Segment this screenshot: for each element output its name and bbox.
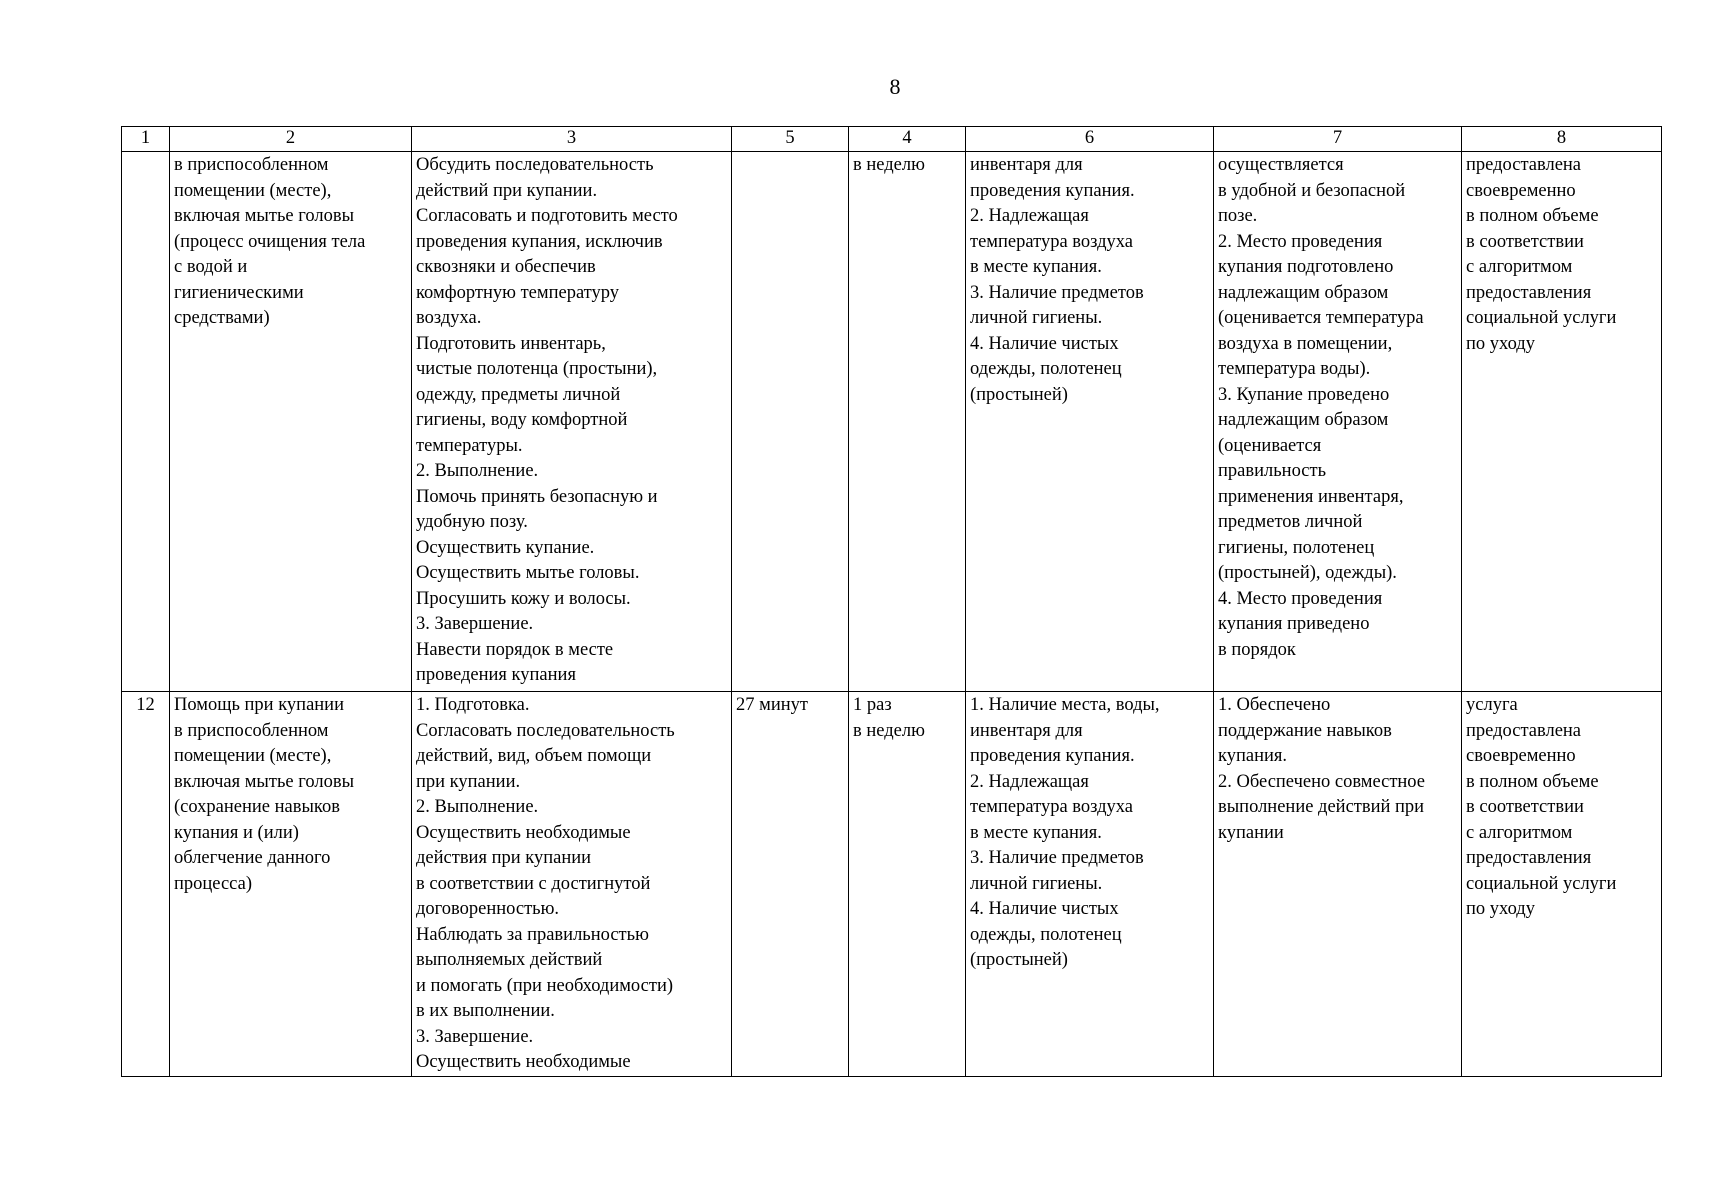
cell-line: применения инвентаря, bbox=[1218, 486, 1404, 507]
time-cell bbox=[732, 152, 849, 692]
cell-line: проведения купания bbox=[416, 665, 576, 685]
cell-line: позе. bbox=[1218, 206, 1258, 226]
cell-line: купания приведено bbox=[1218, 614, 1370, 634]
cell-line: помещении (месте), bbox=[174, 180, 332, 201]
quality-cell bbox=[1214, 152, 1462, 692]
cell-line: (оценивается bbox=[1218, 435, 1322, 456]
cell-line: инвентаря для bbox=[970, 720, 1083, 741]
cell-line: 1. Обеспечено bbox=[1218, 695, 1331, 715]
cell-line: комфортную температуру bbox=[416, 282, 620, 303]
cell-line: включая мытье головы bbox=[174, 771, 354, 792]
cell-line: гигиены, воду комфортной bbox=[416, 410, 628, 430]
header-col-4: 5 bbox=[732, 127, 849, 152]
cell-line: купании bbox=[1218, 822, 1284, 843]
cell-line: Осуществить мытье головы. bbox=[416, 563, 640, 583]
cell-line: 3. Завершение. bbox=[416, 1026, 534, 1047]
cell-line: 3. Наличие предметов bbox=[970, 848, 1144, 868]
cell-line: выполнение действий при bbox=[1218, 797, 1425, 817]
cell-line: договоренностью. bbox=[416, 899, 560, 919]
cell-line: в неделю bbox=[853, 720, 925, 741]
header-col-1: 1 bbox=[122, 127, 170, 152]
cell-line: социальной услуги bbox=[1466, 873, 1617, 894]
cell-line: в приспособленном bbox=[174, 155, 329, 175]
cell-line: (оценивается температура bbox=[1218, 308, 1424, 328]
cell-line: в неделю bbox=[853, 155, 925, 175]
cell-line: социальной услуги bbox=[1466, 308, 1617, 328]
cell-line: с алгоритмом bbox=[1466, 257, 1573, 277]
cell-line: предоставления bbox=[1466, 282, 1592, 303]
cell-line: выполняемых действий bbox=[416, 950, 603, 970]
cell-line: 2. Место проведения bbox=[1218, 231, 1383, 252]
services-table bbox=[121, 126, 1662, 1077]
cell-line: 2. Выполнение. bbox=[416, 797, 539, 817]
cell-line: температура воздуха bbox=[970, 797, 1133, 817]
cell-line: инвентаря для bbox=[970, 155, 1083, 175]
cell-line: по уходу bbox=[1466, 899, 1535, 919]
frequency-cell bbox=[849, 152, 966, 692]
cell-line: в соответствии bbox=[1466, 231, 1584, 252]
header-col-6: 6 bbox=[966, 127, 1214, 152]
cell-line: и помогать (при необходимости) bbox=[416, 975, 674, 996]
cell-line: Подготовить инвентарь, bbox=[416, 333, 606, 354]
cell-line: 1 раз bbox=[853, 695, 892, 715]
cell-line: своевременно bbox=[1466, 180, 1576, 201]
cell-line: Навести порядок в месте bbox=[416, 639, 614, 660]
cell-line: правильность bbox=[1218, 461, 1327, 481]
header-col-8: 8 bbox=[1462, 127, 1662, 152]
time-cell bbox=[732, 692, 849, 1077]
cell-line: в их выполнении. bbox=[416, 1001, 555, 1021]
cell-line: гигиеническими bbox=[174, 282, 304, 303]
cell-line: удобную позу. bbox=[416, 512, 528, 532]
cell-line: Согласовать последовательность bbox=[416, 720, 675, 741]
cell-line: (простыней) bbox=[970, 384, 1068, 405]
cell-line: температура воды). bbox=[1218, 359, 1371, 379]
page-number: 8 bbox=[889, 74, 901, 99]
frequency-cell bbox=[849, 692, 966, 1077]
cell-line: 3. Наличие предметов bbox=[970, 282, 1144, 303]
row-number-cell: 12 bbox=[122, 692, 170, 1077]
cell-line: одежды, полотенец bbox=[970, 924, 1122, 945]
cell-line: купания и (или) bbox=[174, 822, 299, 843]
cell-line: действия при купании bbox=[416, 848, 592, 868]
cell-line: надлежащим образом bbox=[1218, 282, 1389, 303]
cell-line: гигиены, полотенец bbox=[1218, 537, 1375, 558]
cell-line: Просушить кожу и волосы. bbox=[416, 588, 631, 609]
cell-line: (сохранение навыков bbox=[174, 797, 340, 817]
cell-line: своевременно bbox=[1466, 746, 1576, 766]
conditions-cell bbox=[966, 152, 1214, 692]
cell-line: действий, вид, объем помощи bbox=[416, 746, 652, 766]
cell-line: Наблюдать за правильностью bbox=[416, 924, 649, 945]
cell-line: предоставления bbox=[1466, 848, 1592, 868]
header-col-5: 4 bbox=[849, 127, 966, 152]
service-name-cell bbox=[170, 692, 412, 1077]
quality-cell bbox=[1214, 692, 1462, 1077]
cell-line: температура воздуха bbox=[970, 231, 1133, 252]
header-col-7: 7 bbox=[1214, 127, 1462, 152]
cell-line: в соответствии с достигнутой bbox=[416, 873, 651, 894]
cell-line: проведения купания. bbox=[970, 746, 1135, 766]
cell-line: 4. Место проведения bbox=[1218, 588, 1383, 609]
cell-line: купания подготовлено bbox=[1218, 257, 1394, 277]
cell-line: 2. Обеспечено совместное bbox=[1218, 771, 1425, 792]
cell-line: Согласовать и подготовить место bbox=[416, 206, 678, 226]
cell-line: предоставлена bbox=[1466, 155, 1582, 175]
cell-line: Осуществить купание. bbox=[416, 537, 595, 558]
cell-line: в приспособленном bbox=[174, 720, 329, 741]
conditions-cell bbox=[966, 692, 1214, 1077]
actions-cell bbox=[412, 692, 732, 1077]
cell-line: (процесс очищения тела bbox=[174, 231, 366, 252]
cell-line: процесса) bbox=[174, 873, 252, 894]
cell-line: проведения купания. bbox=[970, 180, 1135, 201]
row-number-cell bbox=[122, 152, 170, 692]
cell-line: 2. Надлежащая bbox=[970, 206, 1089, 226]
cell-line: температуры. bbox=[416, 435, 523, 456]
cell-line: (простыней) bbox=[970, 950, 1068, 970]
cell-line: 2. Надлежащая bbox=[970, 771, 1089, 792]
cell-line: 27 минут bbox=[736, 695, 808, 715]
cell-line: Осуществить необходимые bbox=[416, 1052, 631, 1072]
cell-line: по уходу bbox=[1466, 333, 1535, 354]
cell-line: поддержание навыков bbox=[1218, 720, 1392, 741]
cell-line: одежду, предметы личной bbox=[416, 384, 621, 405]
cell-line: Помощь при купании bbox=[174, 695, 344, 715]
cell-line: личной гигиены. bbox=[970, 308, 1103, 328]
cell-line: сквозняки и обеспечив bbox=[416, 257, 596, 277]
table-row bbox=[122, 152, 1662, 692]
result-cell bbox=[1462, 152, 1662, 692]
header-col-3: 3 bbox=[412, 127, 732, 152]
cell-line: купания. bbox=[1218, 746, 1288, 766]
cell-line: Обсудить последовательность bbox=[416, 155, 654, 175]
cell-line: воздуха в помещении, bbox=[1218, 333, 1393, 354]
cell-line: 1. Наличие места, воды, bbox=[970, 695, 1160, 715]
table-header-row bbox=[122, 127, 1662, 152]
cell-line: в месте купания. bbox=[970, 257, 1102, 277]
cell-line: услуга bbox=[1466, 695, 1518, 715]
cell-line: с алгоритмом bbox=[1466, 822, 1573, 843]
cell-line: надлежащим образом bbox=[1218, 410, 1389, 430]
cell-line: 1. Подготовка. bbox=[416, 695, 530, 715]
cell-line: с водой и bbox=[174, 257, 248, 277]
cell-line: предметов личной bbox=[1218, 512, 1363, 532]
cell-line: в полном объеме bbox=[1466, 206, 1599, 226]
cell-line: (простыней), одежды). bbox=[1218, 563, 1397, 583]
cell-line: облегчение данного bbox=[174, 848, 331, 868]
table-row bbox=[122, 692, 1662, 1077]
cell-line: действий при купании. bbox=[416, 180, 598, 201]
cell-line: помещении (месте), bbox=[174, 746, 332, 766]
cell-line: чистые полотенца (простыни), bbox=[416, 359, 658, 379]
cell-line: 3. Завершение. bbox=[416, 614, 534, 634]
cell-line: включая мытье головы bbox=[174, 206, 354, 226]
cell-line: 3. Купание проведено bbox=[1218, 384, 1390, 405]
cell-line: 4. Наличие чистых bbox=[970, 333, 1119, 354]
cell-line: в соответствии bbox=[1466, 797, 1584, 817]
cell-line: одежды, полотенец bbox=[970, 359, 1122, 379]
cell-line: в полном объеме bbox=[1466, 771, 1599, 792]
cell-line: воздуха. bbox=[416, 308, 482, 328]
actions-cell bbox=[412, 152, 732, 692]
service-name-cell bbox=[170, 152, 412, 692]
cell-line: Осуществить необходимые bbox=[416, 822, 631, 843]
cell-line: в порядок bbox=[1218, 639, 1296, 660]
cell-line: средствами) bbox=[174, 308, 270, 328]
cell-line: в удобной и безопасной bbox=[1218, 180, 1406, 201]
header-col-2: 2 bbox=[170, 127, 412, 152]
cell-line: проведения купания, исключив bbox=[416, 231, 663, 252]
cell-line: в месте купания. bbox=[970, 822, 1102, 843]
cell-line: осуществляется bbox=[1218, 155, 1344, 175]
cell-line: 4. Наличие чистых bbox=[970, 899, 1119, 919]
result-cell bbox=[1462, 692, 1662, 1077]
cell-line: предоставлена bbox=[1466, 720, 1582, 741]
cell-line: личной гигиены. bbox=[970, 873, 1103, 894]
cell-line: 2. Выполнение. bbox=[416, 461, 539, 481]
cell-line: при купании. bbox=[416, 771, 521, 792]
cell-line: Помочь принять безопасную и bbox=[416, 486, 658, 507]
